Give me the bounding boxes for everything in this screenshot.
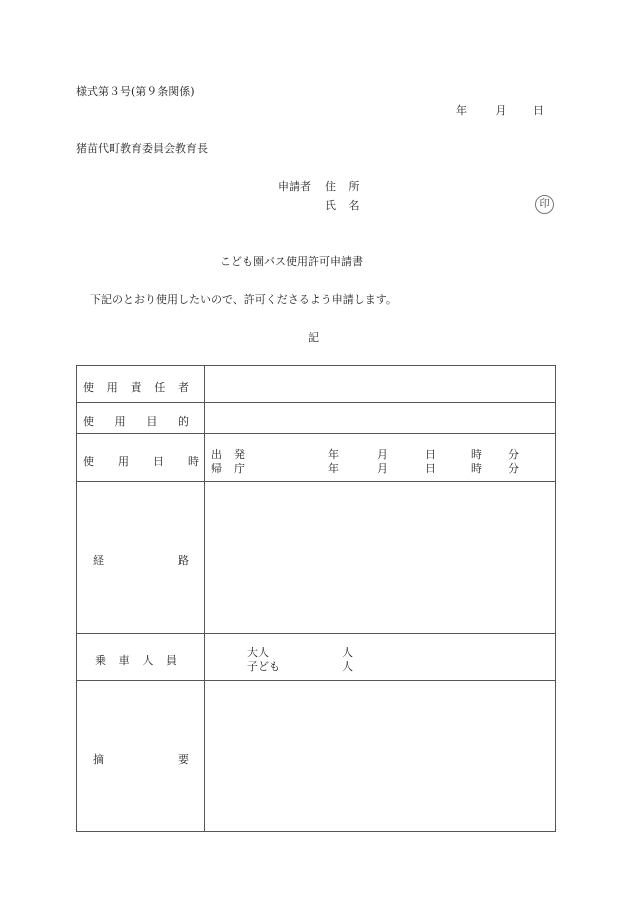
label-char: 車: [118, 654, 130, 667]
label-char: 者: [178, 381, 189, 394]
label-char: 乗: [95, 654, 106, 667]
label-char: 摘: [93, 753, 104, 766]
label-char: 要: [178, 753, 189, 766]
date-line: [456, 105, 544, 116]
row-route: [77, 482, 555, 634]
unit-hour: 時: [471, 448, 482, 461]
label-char: 使: [83, 415, 94, 428]
row-responsible-person: [77, 366, 555, 403]
body-text: 下記のとおり使用したいので、許可くださるよう申請します。: [90, 293, 397, 306]
datetime-field[interactable]: [205, 434, 555, 481]
label-char: 人: [142, 654, 154, 667]
remarks-field[interactable]: [205, 681, 555, 831]
return-label-char: 庁: [234, 462, 245, 475]
label-char: 任: [154, 381, 166, 394]
form-number: 様式第３号(第９条関係): [76, 85, 195, 98]
adults-line: [205, 644, 557, 659]
label-char: 経: [93, 554, 104, 567]
label-char: 使: [83, 455, 94, 468]
date-day-label: 日: [533, 104, 544, 117]
unit-minute: 分: [508, 462, 519, 475]
row-label: [77, 403, 205, 433]
children-line: [205, 658, 557, 673]
ki-heading: 記: [308, 331, 319, 344]
seal-mark: 印: [535, 195, 554, 214]
return-label-char: 帰: [211, 462, 222, 475]
unit-minute: 分: [508, 448, 519, 461]
label-char: 路: [178, 554, 189, 567]
label-char: 日: [153, 455, 164, 468]
label-char: 目: [146, 415, 158, 428]
unit-month: 月: [377, 462, 388, 475]
row-label: [77, 634, 205, 680]
row-label: [77, 434, 205, 481]
label-char: 用: [114, 415, 126, 428]
unit-hour: 時: [471, 462, 482, 475]
adults-unit: 人: [342, 646, 353, 659]
unit-year: 年: [328, 448, 339, 461]
address-label-char: 所: [348, 180, 360, 193]
date-month-label: 月: [495, 104, 507, 117]
departure-label-char: 発: [234, 448, 245, 461]
address-label: [325, 181, 360, 192]
label-char: 時: [188, 455, 199, 468]
route-field[interactable]: [205, 482, 555, 633]
name-label-char: 氏: [325, 199, 336, 212]
date-year-label: 年: [456, 104, 467, 117]
label-char: 員: [165, 654, 177, 667]
applicant-label: 申請者: [278, 180, 311, 193]
label-char: 用: [106, 381, 118, 394]
return-line: [205, 460, 557, 475]
unit-month: 月: [377, 448, 388, 461]
unit-day: 日: [425, 462, 436, 475]
name-label-char: 名: [348, 199, 360, 212]
label-char: 使: [83, 381, 94, 394]
label-char: 的: [177, 415, 189, 428]
row-label: [77, 681, 205, 831]
row-label: [77, 482, 205, 633]
adults-label: 大人: [247, 646, 269, 659]
label-char: 責: [130, 381, 142, 394]
row-passengers: [77, 634, 555, 681]
unit-year: 年: [328, 462, 339, 475]
address-label-char: 住: [325, 180, 336, 193]
children-label: 子ども: [247, 660, 280, 673]
purpose-field[interactable]: [205, 403, 555, 433]
row-remarks: [77, 681, 555, 831]
children-unit: 人: [342, 660, 353, 673]
name-label: [325, 200, 360, 211]
departure-line: [205, 446, 557, 461]
unit-day: 日: [425, 448, 436, 461]
row-purpose: [77, 403, 555, 434]
passengers-field[interactable]: [205, 634, 555, 680]
addressee: 猪苗代町教育委員会教育長: [76, 142, 208, 155]
departure-label-char: 出: [211, 448, 222, 461]
row-label: [77, 366, 205, 402]
application-table: [76, 365, 556, 832]
label-char: 用: [118, 455, 129, 468]
document-title: こども園バス使用許可申請書: [220, 255, 363, 268]
responsible-person-field[interactable]: [205, 366, 555, 402]
row-datetime: [77, 434, 555, 482]
